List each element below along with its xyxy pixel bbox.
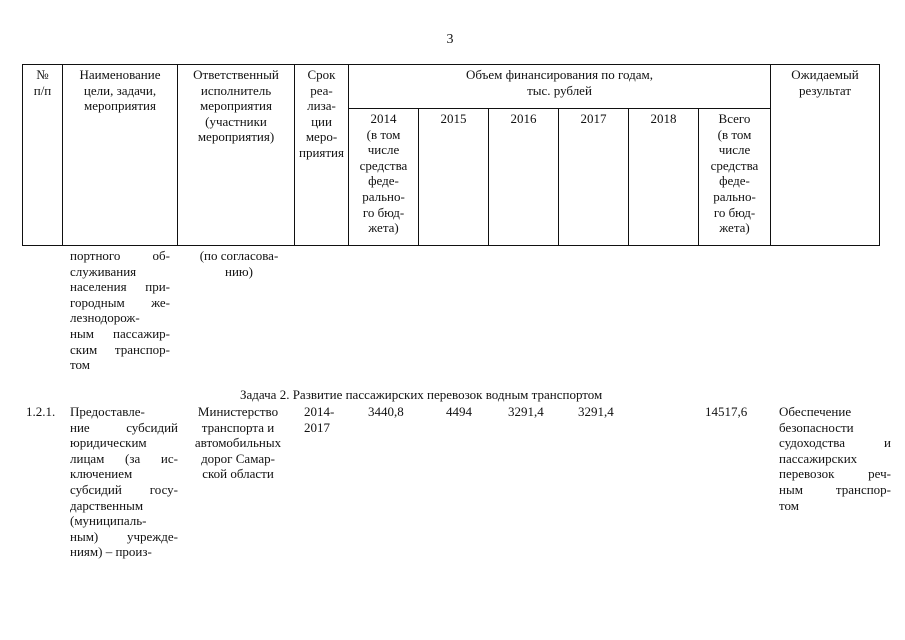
- text-line: ным транспор-: [779, 481, 891, 497]
- header-year-2016: 2016: [489, 109, 559, 246]
- text-line: ниям) – произ-: [70, 544, 152, 560]
- text-line: пассажирских: [779, 450, 858, 466]
- text-line: городным же-: [70, 294, 170, 310]
- text-line: цели, задачи,: [83, 82, 157, 98]
- text-line: числе: [718, 142, 751, 158]
- task-heading: Задача 2. Развитие пассажирских перевозок водным транспортом: [240, 387, 603, 402]
- text-line: 2017: [304, 419, 330, 435]
- text-line: феде-: [368, 173, 399, 189]
- text-line: юридическим: [70, 435, 147, 451]
- text-line: автомобильных: [194, 435, 282, 451]
- text-line: судоходства и: [779, 435, 891, 451]
- text-line: ции: [311, 113, 332, 129]
- row-number: 1.2.1.: [26, 404, 56, 419]
- page-number: 3: [446, 32, 454, 47]
- text-line: тыс. рублей: [527, 82, 592, 98]
- row-term: [304, 404, 350, 435]
- text-line: лиза-: [307, 98, 336, 114]
- header-name: [63, 65, 178, 246]
- text-line: населения при-: [70, 279, 170, 295]
- text-line: том: [779, 497, 799, 513]
- header-total: [699, 109, 771, 246]
- row-name: [70, 404, 178, 560]
- text-line: ным пассажир-: [70, 325, 170, 341]
- text-line: №: [36, 67, 49, 82]
- header-year-2017: 2017: [559, 109, 629, 246]
- row-value-2015: 4494: [446, 404, 472, 419]
- text-line: том: [70, 357, 90, 373]
- text-line: Министерство: [197, 404, 279, 419]
- text-line: реа-: [310, 82, 333, 98]
- text-line: транспорта и: [201, 419, 275, 435]
- text-line: ным) учрежде-: [70, 528, 178, 544]
- header-funding: [349, 65, 771, 109]
- text-line: мероприятия): [197, 129, 275, 145]
- text-line: субсидий госу-: [70, 481, 178, 497]
- text-line: (в том: [366, 126, 401, 142]
- text-line: Объем финансирования по годам,: [465, 67, 654, 82]
- text-line: феде-: [719, 173, 750, 189]
- text-line: рально-: [713, 188, 756, 204]
- text-line: дарственным: [70, 497, 144, 513]
- text-line: средства: [359, 157, 408, 173]
- header-year-2015: 2015: [419, 109, 489, 246]
- row-total: 14517,6: [705, 404, 748, 419]
- text-line: Обеспечение: [779, 404, 852, 419]
- text-line: (в том: [717, 126, 752, 142]
- text-line: мероприятия: [83, 98, 156, 114]
- continued-executor: [187, 248, 291, 279]
- text-line: средства: [710, 157, 759, 173]
- row-value-2017: 3291,4: [578, 404, 614, 419]
- text-line: числе: [367, 142, 400, 158]
- row-value-2016: 3291,4: [508, 404, 544, 419]
- row-executor: [186, 404, 290, 482]
- text-line: результат: [798, 82, 852, 98]
- text-line: (муниципаль-: [70, 513, 147, 529]
- text-line: ние субсидий: [70, 419, 178, 435]
- continued-name: [70, 248, 170, 373]
- header-result: [771, 65, 880, 246]
- text-line: ским транспор-: [70, 341, 170, 357]
- text-line: Ожидаемый: [791, 67, 859, 82]
- header-term: [295, 65, 349, 246]
- text-line: мероприятия: [199, 98, 272, 114]
- text-line: жета): [368, 220, 399, 236]
- text-line: Ответственный: [193, 67, 279, 82]
- text-line: Наименование: [79, 67, 161, 82]
- text-line: Срок: [307, 67, 336, 82]
- text-line: 2014: [370, 111, 397, 126]
- text-line: лицам (за ис-: [70, 450, 178, 466]
- text-line: лезнодорож-: [70, 310, 140, 326]
- header-year-2018: 2018: [629, 109, 699, 246]
- text-line: 2014-: [304, 404, 335, 419]
- row-result: [779, 404, 891, 513]
- text-line: исполнитель: [200, 82, 272, 98]
- text-line: жета): [719, 220, 750, 236]
- text-line: рально-: [362, 188, 405, 204]
- text-line: ской области: [202, 466, 274, 482]
- text-line: го бюд-: [713, 204, 756, 220]
- text-line: го бюд-: [362, 204, 405, 220]
- text-line: Предоставле-: [70, 404, 145, 419]
- text-line: нию): [225, 263, 253, 279]
- text-line: дорог Самар-: [201, 450, 275, 466]
- text-line: безопасности: [779, 419, 854, 435]
- text-line: приятия: [298, 144, 344, 160]
- text-line: (по согласова-: [199, 248, 279, 263]
- text-line: меро-: [305, 129, 338, 145]
- header-num: [23, 65, 63, 246]
- text-line: (участники: [205, 113, 267, 129]
- text-line: перевозок реч-: [779, 466, 891, 482]
- text-line: ключением: [70, 466, 133, 482]
- text-line: портного об-: [70, 248, 170, 263]
- row-value-2014: 3440,8: [368, 404, 404, 419]
- header-year-2014: [349, 109, 419, 246]
- text-line: п/п: [33, 82, 52, 98]
- header-table: [22, 64, 880, 246]
- header-executor: [178, 65, 295, 246]
- text-line: служивания: [70, 263, 137, 279]
- text-line: Всего: [718, 111, 751, 126]
